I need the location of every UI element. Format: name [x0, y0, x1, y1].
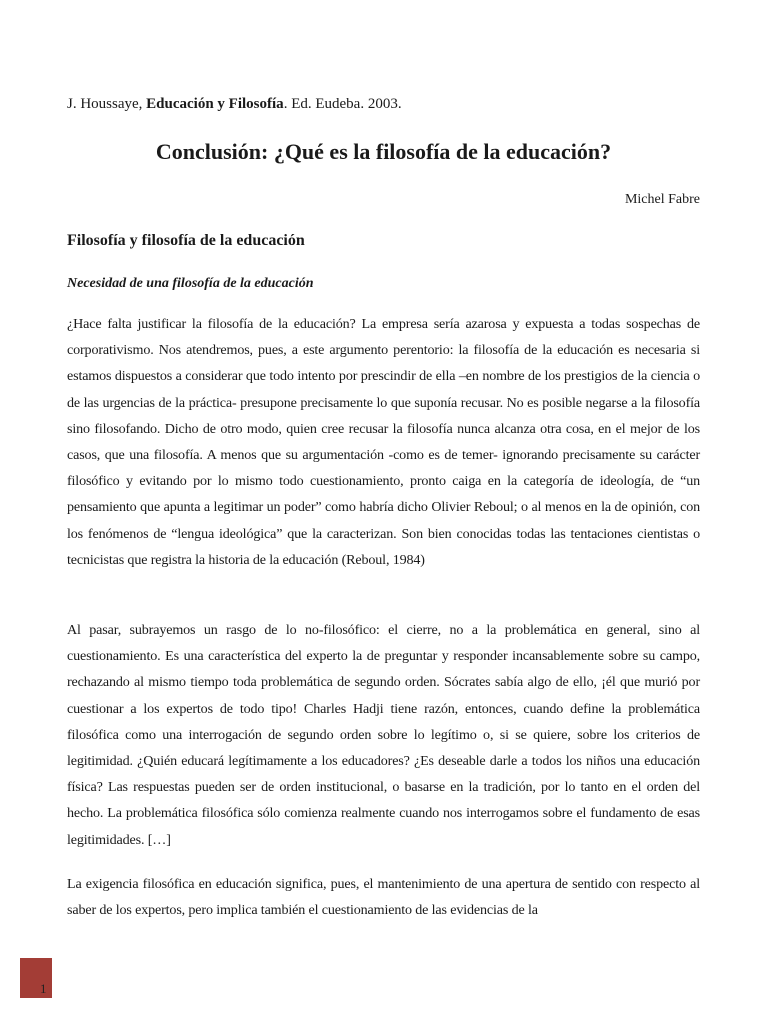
body-paragraph: ¿Hace falta justificar la filosofía de la educación? La empresa sería azarosa y expuesta a todas sospechas de corporativismo. Nos atendremos, pues, a este argumento perentorio: la filosofía de la educación es necesaria si estamos dispuestos a considerar que todo intento por prescindir de ella –en nombre de los prestigios de la ciencia o de las urgencias de la práctica- presupone precisamente lo que suponía recusar. No es posible negarse a la filosofía sino filosofando. Dicho de otro modo, quien cree recusar la filosofía nunca alcanza otra cosa, en el mejor de los casos, que una filosofía. A menos que su argumentación -como es de temer- ignorando precisamente su carácter filosófico y evitando por lo mismo todo cuestionamiento, pronto caiga en la categoría de ideología, de “un pensamiento que apunta a legitimar un poder” como habría dicho Olivier Reboul; o al menos en la de opinión, con los fenómenos de “lengua ideológica” que la caracterizan. Son bien conocidas todas las tentaciones cientistas o tecnicistas que registra la historia de la educación (Reboul, 1984) [67, 316, 700, 568]
author-name: Michel Fabre [624, 192, 700, 207]
citation-publisher: . Ed. Eudeba. 2003. [283, 96, 402, 112]
section-heading: Filosofía y filosofía de la educación [67, 232, 305, 249]
body-paragraph: Al pasar, subrayemos un rasgo de lo no-filosófico: el cierre, no a la problemática en general, sino al cuestionamiento. Es una característica del experto la de preguntar y responder incansablemente sobre su campo, rechazando al mismo tiempo toda problemática de segundo orden. Sócrates sabía algo de ello, ¡él que murió por cuestionar a los expertos de todo tipo! Charles Hadji tiene razón, entonces, cuando define la problemática filosófica como una interrogación de segundo orden sobre lo legítimo o, si se quiere, sobre los criterios de legitimidad. ¿Quién educará legítimamente a los educadores? ¿Es deseable darle a todos los niños una educación física? Las respuestas pueden ser de orden institucional, o basarse en la tradición, por lo tanto en el orden del hecho. La problemática filosófica sólo comienza realmente cuando nos interrogamos sobre el fundamento de esas legitimidades. […] [67, 622, 700, 848]
citation-author: J. Houssaye, [67, 96, 143, 112]
subsection-heading: Necesidad de una filosofía de la educación [67, 276, 314, 291]
page-number: 1 [40, 981, 47, 996]
page-number-marker [20, 958, 52, 998]
document-title: Conclusión: ¿Qué es la filosofía de la educación? [155, 139, 612, 164]
body-paragraph: La exigencia filosófica en educación significa, pues, el mantenimiento de una apertura de sentido con respecto al saber de los expertos, pero implica también el cuestionamiento de las evidencias de la [67, 876, 700, 919]
citation-work-title: Educación y Filosofía [146, 96, 284, 112]
citation [67, 94, 402, 114]
